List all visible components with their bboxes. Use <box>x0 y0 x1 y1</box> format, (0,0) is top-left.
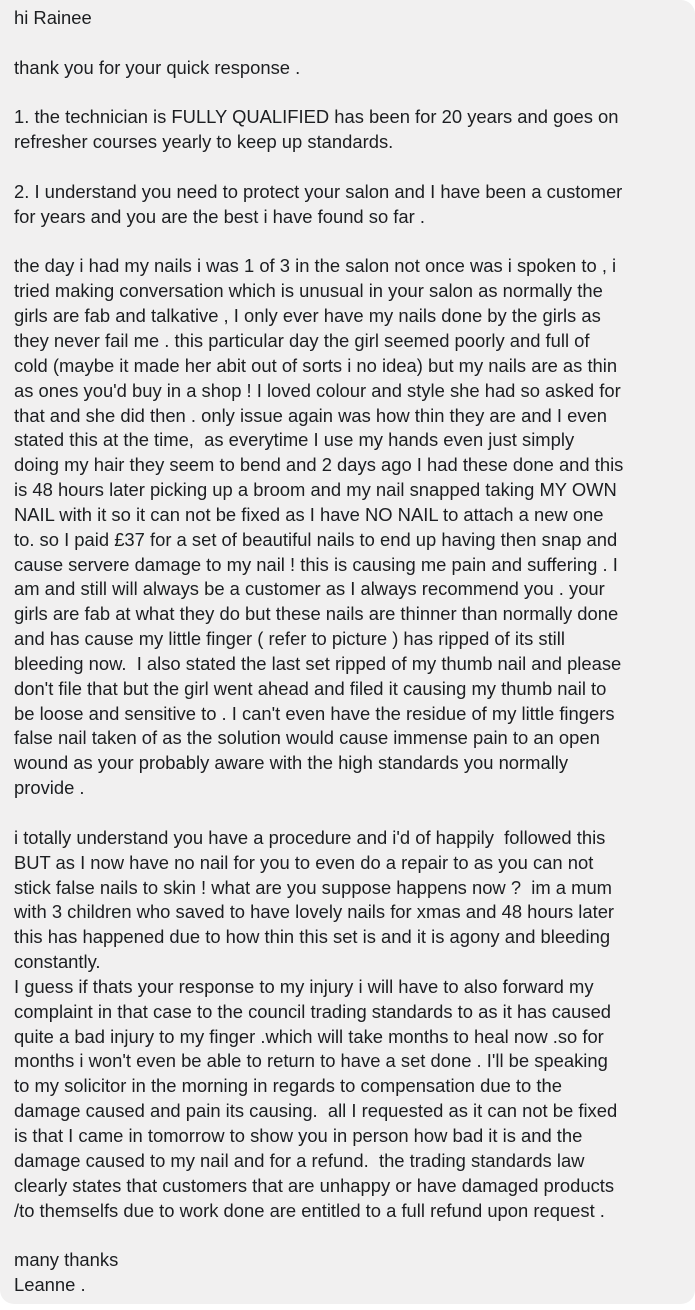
message-line: don't file that but the girl went ahead and filed it causing my thumb nail to <box>14 677 607 699</box>
message-line: false nail taken of as the solution would cause immense pain to an open <box>14 727 600 749</box>
message-line: complaint in that case to the council trading standards to as it has caused <box>14 1000 612 1022</box>
message-line: girls are fab at what they do but these nails are thinner than normally done <box>14 603 619 625</box>
message-line: am and still will always be a customer as I always recommend you . your <box>14 578 605 600</box>
message-line: and has cause my little finger ( refer to picture ) has ripped of its still <box>14 628 565 650</box>
message-line: constantly. <box>14 951 101 973</box>
message-line: 2. I understand you need to protect your salon and I have been a customer <box>14 180 623 202</box>
message-line: /to themselfs due to work done are entitled to a full refund upon request . <box>14 1199 605 1221</box>
message-line: damage caused to my nail and for a refund. the trading standards law <box>14 1149 585 1171</box>
message-line: tried making conversation which is unusual in your salon as normally the <box>14 280 603 302</box>
message-line: bleeding now. I also stated the last set ripped of my thumb nail and please <box>14 652 622 674</box>
message-line: quite a bad injury to my finger .which will take months to heal now .so for <box>14 1025 604 1047</box>
message-line: to my solicitor in the morning in regards to compensation due to the <box>14 1075 562 1097</box>
message-line: NAIL with it so it can not be fixed as I have NO NAIL to attach a new one <box>14 503 604 525</box>
message-line: cold (maybe it made her abit out of sorts i no idea) but my nails are as thin <box>14 354 618 376</box>
message-line: many thanks <box>14 1249 119 1271</box>
message-line: is that I came in tomorrow to show you in person how bad it is and the <box>14 1124 583 1146</box>
message-line: this has happened due to how thin this set is and it is agony and bleeding <box>14 926 611 948</box>
message-line <box>14 31 685 56</box>
message-line: the day i had my nails i was 1 of 3 in the salon not once was i spoken to , i <box>14 255 617 277</box>
message-line <box>14 801 685 826</box>
message-body[interactable] <box>14 6 685 1298</box>
message-line: cause servere damage to my nail ! this is causing me pain and suffering . I <box>14 553 618 575</box>
message-line: provide . <box>14 777 85 799</box>
message-line: refresher courses yearly to keep up standards. <box>14 131 394 153</box>
message-line: months i won't even be able to return to have a set done . I'll be speaking <box>14 1050 608 1072</box>
message-line: Leanne . <box>14 1274 86 1296</box>
message-line: be loose and sensitive to . I can't even have the residue of my little fingers <box>14 702 615 724</box>
message-line: stick false nails to skin ! what are you suppose happens now ? im a mum <box>14 876 612 898</box>
message-line <box>14 155 685 180</box>
message-line <box>14 230 685 255</box>
message-line: damage caused and pain its causing. all I requested as it can not be fixed <box>14 1100 618 1122</box>
message-line: as ones you'd buy in a shop ! I loved colour and style she had so asked for <box>14 379 621 401</box>
message-line <box>14 1223 685 1248</box>
message-line: thank you for your quick response . <box>14 56 301 78</box>
message-line: for years and you are the best i have found so far . <box>14 205 425 227</box>
message-line: wound as your probably aware with the high standards you normally <box>14 752 569 774</box>
message-line <box>14 81 685 106</box>
message-line: they never fail me . this particular day the girl seemed poorly and full of <box>14 329 590 351</box>
message-line: to. so I paid £37 for a set of beautiful nails to end up having then snap and <box>14 528 618 550</box>
message-line: girls are fab and talkative , I only ever have my nails done by the girls as <box>14 305 601 327</box>
message-line: I guess if thats your response to my injury i will have to also forward my <box>14 975 594 997</box>
message-line: doing my hair they seem to bend and 2 days ago I had these done and this <box>14 454 624 476</box>
message-line: with 3 children who saved to have lovely nails for xmas and 48 hours later <box>14 901 615 923</box>
message-line: stated this at the time, as everytime I use my hands even just simply <box>14 429 575 451</box>
message-line: is 48 hours later picking up a broom and my nail snapped taking MY OWN <box>14 479 617 501</box>
message-line: 1. the technician is FULLY QUALIFIED has been for 20 years and goes on <box>14 106 619 128</box>
message-line: i totally understand you have a procedure and i'd of happily followed this <box>14 826 606 848</box>
message-line: BUT as I now have no nail for you to even do a repair to as you can not <box>14 851 594 873</box>
message-line: clearly states that customers that are unhappy or have damaged products <box>14 1174 615 1196</box>
message-line: that and she did then . only issue again was how thin they are and I even <box>14 404 607 426</box>
message-line: hi Rainee <box>14 7 92 28</box>
